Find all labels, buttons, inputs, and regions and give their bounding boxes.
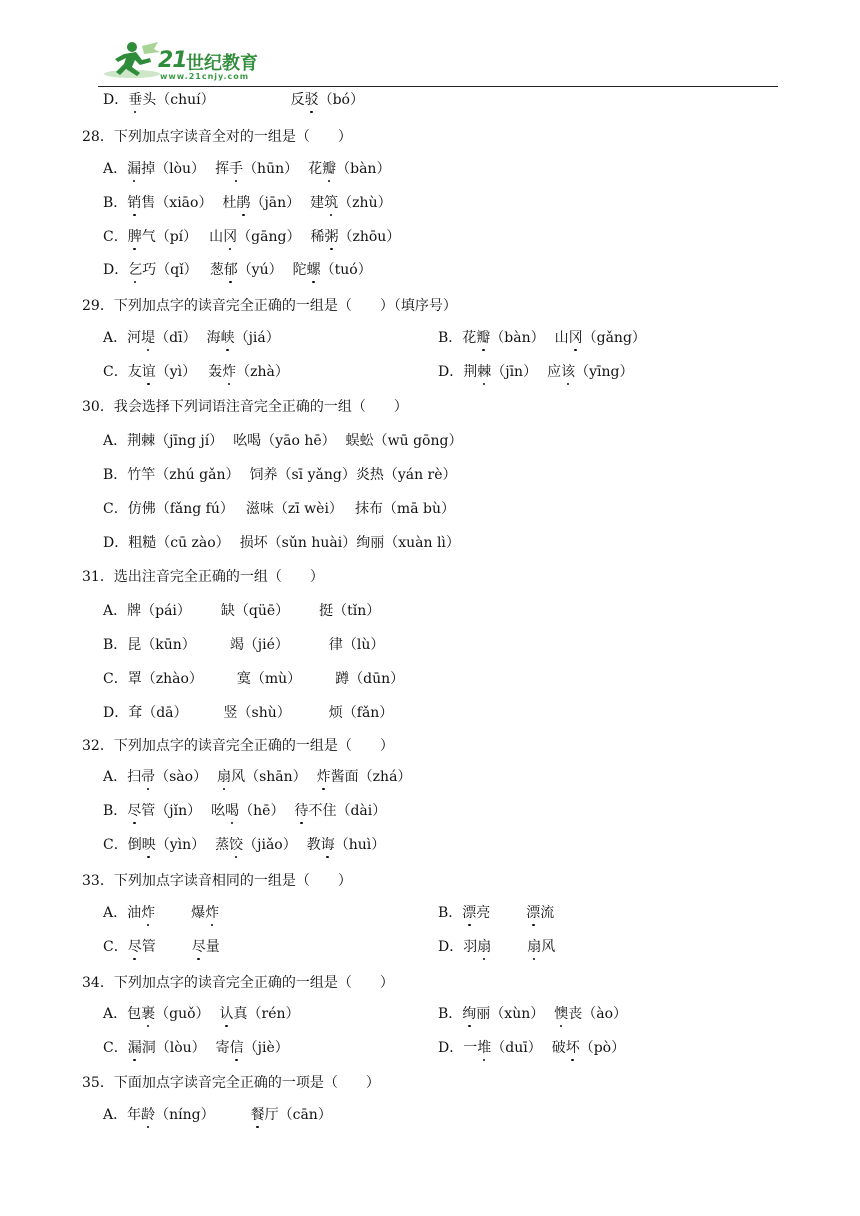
answer-option [438, 362, 633, 382]
dotted-character: 炸 [141, 905, 156, 921]
text-run: 寄 [215, 1040, 230, 1056]
text-run: 气（pí） [141, 229, 198, 245]
text-run: （pò） [579, 1040, 626, 1056]
question-stem [103, 90, 364, 110]
text-run: 花 [308, 161, 323, 177]
dotted-character: 粥 [324, 229, 339, 245]
question-stem [82, 296, 457, 316]
answer-option [438, 328, 646, 348]
text-run: B． [438, 905, 463, 921]
dotted-character: 龄 [141, 1107, 156, 1123]
dotted-character: 炸 [205, 905, 220, 921]
dotted-character: 冈 [223, 229, 238, 245]
text-run: C．倒 [103, 837, 142, 853]
answer-option [103, 499, 455, 519]
question-stem [82, 871, 352, 891]
text-run: B．竹竿（zhú gǎn） [103, 467, 240, 483]
runner-logo-icon [102, 40, 162, 82]
answer-option [103, 1004, 300, 1024]
dotted-character: 映 [141, 837, 156, 853]
text-run: 厅（cān） [264, 1107, 332, 1123]
text-run: （yīng） [575, 364, 634, 380]
dotted-character: 漏 [127, 1040, 142, 1056]
dotted-character: 炸 [222, 364, 237, 380]
text-run: （jīn） [491, 364, 538, 380]
text-run: C．仿佛（fǎng fú） [103, 501, 234, 517]
text-run: A．包 [103, 1006, 142, 1022]
text-run: A．荆棘（jīng jí） [103, 433, 224, 449]
text-run: 头（chuí） [142, 92, 215, 108]
text-run: 丧（ào） [568, 1006, 628, 1022]
text-run: 风 [541, 939, 556, 955]
text-run: （jān） [250, 195, 301, 211]
answer-option [103, 601, 380, 621]
dotted-character: 漂 [526, 905, 541, 921]
dotted-character: 饺 [229, 837, 244, 853]
dotted-character: 瓣 [322, 161, 337, 177]
text-run: 风（shān） [231, 769, 307, 785]
text-run: B． [438, 1006, 463, 1022]
dotted-character: 扇 [527, 939, 542, 955]
text-run: （yì） [155, 364, 197, 380]
text-run: （níng） [155, 1107, 215, 1123]
text-run: C． [103, 1040, 128, 1056]
text-run: 蜈蚣（wū gōng） [345, 433, 463, 449]
text-run: （huì） [334, 837, 386, 853]
text-run: 建 [310, 195, 325, 211]
dotted-character: 峡 [220, 330, 235, 346]
text-run: 洞（lòu） [141, 1040, 206, 1056]
question-stem [82, 1073, 380, 1093]
text-run: 不住（dài） [308, 803, 387, 819]
dotted-character: 尽 [127, 939, 142, 955]
text-run: （gǎng） [582, 330, 646, 346]
text-run: 32．下列加点字的读音完全正确的一组是（ ） [82, 738, 394, 754]
text-run: 28．下列加点字读音全对的一组是（ ） [82, 129, 352, 145]
text-run: （zhōu） [338, 229, 401, 245]
dotted-character: 待 [294, 803, 309, 819]
text-run: （yú） [237, 262, 283, 278]
dotted-character: 手 [229, 161, 244, 177]
text-run: C． [103, 229, 128, 245]
text-run: 稀 [310, 229, 325, 245]
text-run: 蒸 [215, 837, 230, 853]
dotted-character: 乞 [128, 262, 143, 278]
dotted-character: 堤 [141, 330, 156, 346]
text-run: D．羽 [438, 939, 478, 955]
text-run: 29．下列加点字的读音完全正确的一组是（ ）（填序号） [82, 298, 457, 314]
text-run: 售（xiāo） [141, 195, 213, 211]
dotted-character: 该 [561, 364, 576, 380]
text-run: 反 [290, 92, 305, 108]
answer-option [438, 1038, 625, 1058]
text-run: 丽（xùn） [476, 1006, 545, 1022]
text-run: （duī） [491, 1040, 542, 1056]
dotted-character: 坏 [565, 1040, 580, 1056]
dotted-character: 漏 [127, 161, 142, 177]
text-run: 竭（jié） [229, 637, 289, 653]
text-run: 应 [547, 364, 562, 380]
logo-url: www.21cnjy.com [160, 72, 250, 81]
question-stem [82, 567, 324, 587]
text-run: B．花 [438, 330, 477, 346]
answer-option [438, 1004, 627, 1024]
answer-option [103, 465, 457, 485]
text-run: 30．我会选择下列词语注音完全正确的一组（ ） [82, 399, 408, 415]
text-run: C． [103, 939, 128, 955]
text-run: 34．下列加点字的读音完全正确的一组是（ ） [82, 975, 394, 991]
answer-option [103, 903, 219, 923]
dotted-character: 谊 [141, 364, 156, 380]
logo-number: 21 [158, 48, 187, 73]
text-run: B． [103, 195, 128, 211]
text-run: （tuó） [320, 262, 372, 278]
dotted-character: 鹃 [236, 195, 251, 211]
text-run: 轰 [208, 364, 223, 380]
text-run: B．昆（kūn） [103, 637, 196, 653]
dotted-character: 郁 [223, 262, 238, 278]
dotted-character: 懊 [554, 1006, 569, 1022]
text-run: 律（lù） [328, 637, 385, 653]
answer-option [103, 260, 372, 280]
dotted-character: 扇 [477, 939, 492, 955]
dotted-character: 驳 [304, 92, 319, 108]
answer-option [103, 533, 460, 553]
text-run: D． [103, 262, 129, 278]
text-run: 抹布（mā bù） [354, 501, 455, 517]
text-run: 陀 [292, 262, 307, 278]
text-run: 葱 [209, 262, 224, 278]
dotted-character: 扇 [217, 769, 232, 785]
text-run: （jiá） [234, 330, 280, 346]
text-run: 管 [141, 939, 156, 955]
dotted-character: 帚 [141, 769, 156, 785]
text-run: A．河 [103, 330, 142, 346]
answer-option [103, 767, 411, 787]
text-run: D．粗糙（cū zào） [103, 535, 230, 551]
dotted-character: 堆 [477, 1040, 492, 1056]
text-run: D．荆 [438, 364, 478, 380]
answer-option [103, 835, 385, 855]
answer-option [103, 362, 289, 382]
text-run: 滋味（zī wèi） [245, 501, 343, 517]
text-run: （sào） [155, 769, 208, 785]
text-run: 爆 [191, 905, 206, 921]
text-run: 亮 [476, 905, 491, 921]
text-run: （bó） [318, 92, 364, 108]
text-run: A．油 [103, 905, 142, 921]
dotted-character: 脾 [127, 229, 142, 245]
text-run: 饲养（sī yǎng）炎热（yán rè） [249, 467, 457, 483]
text-run: A．牌（pái） [103, 603, 191, 619]
question-stem [82, 127, 352, 147]
dotted-character: 裹 [141, 1006, 156, 1022]
text-run: （hūn） [243, 161, 299, 177]
text-run: 真（rén） [233, 1006, 300, 1022]
text-run: 流 [540, 905, 555, 921]
answer-option [103, 635, 384, 655]
text-run: 寞（mù） [236, 671, 302, 687]
text-run: A．年 [103, 1107, 142, 1123]
answer-option [438, 903, 554, 923]
answer-option [103, 937, 220, 957]
dotted-character: 诲 [320, 837, 335, 853]
text-run: 山 [554, 330, 569, 346]
question-stem [82, 736, 394, 756]
text-run: （bàn） [336, 161, 391, 177]
text-run: （yìn） [155, 837, 206, 853]
text-run: （jiǎo） [243, 837, 297, 853]
text-run: 31．选出注音完全正确的一组（ ） [82, 569, 324, 585]
text-run: D．耷（dā） [103, 705, 188, 721]
answer-option [103, 801, 386, 821]
dotted-character: 尽 [127, 803, 142, 819]
text-run: 杜 [222, 195, 237, 211]
text-run: 挥 [215, 161, 230, 177]
dotted-character: 冈 [568, 330, 583, 346]
dotted-character: 棘 [477, 364, 492, 380]
dotted-character: 喝 [225, 803, 240, 819]
dotted-character: 漂 [462, 905, 477, 921]
answer-option [438, 937, 555, 957]
answer-option [103, 669, 404, 689]
text-run: 山 [209, 229, 224, 245]
text-run: 吆 [211, 803, 226, 819]
answer-option [103, 227, 400, 247]
text-run: 破 [551, 1040, 566, 1056]
text-run: （bàn） [490, 330, 545, 346]
text-run: （gāng） [237, 229, 301, 245]
text-run: 33．下列加点字读音相同的一组是（ ） [82, 873, 352, 889]
answer-option [103, 1105, 332, 1125]
question-stem [82, 397, 408, 417]
text-run: 掉（lòu） [141, 161, 206, 177]
answer-option [103, 431, 462, 451]
text-run: 量 [205, 939, 220, 955]
text-run: D． [103, 92, 129, 108]
text-run: 蹲（dūn） [335, 671, 405, 687]
text-run: 巧（qǐ） [142, 262, 198, 278]
text-run: （zhà） [236, 364, 289, 380]
text-run: C．罩（zhào） [103, 671, 203, 687]
dotted-character: 瓣 [476, 330, 491, 346]
text-run: 缺（qüē） [220, 603, 290, 619]
text-run: 竖（shù） [223, 705, 291, 721]
dotted-character: 炸 [316, 769, 331, 785]
text-run: 酱面（zhá） [330, 769, 412, 785]
question-stem [82, 973, 394, 993]
dotted-character: 餐 [250, 1107, 265, 1123]
text-run: B． [103, 803, 128, 819]
text-run: 教 [306, 837, 321, 853]
answer-option [103, 1038, 289, 1058]
answer-option [103, 328, 280, 348]
dotted-character: 认 [219, 1006, 234, 1022]
text-run: （dī） [155, 330, 197, 346]
text-run: （jiè） [243, 1040, 289, 1056]
dotted-character: 螺 [306, 262, 321, 278]
text-run: 管（jǐn） [141, 803, 202, 819]
text-run: C．友 [103, 364, 142, 380]
text-run: 吆喝（yāo hē） [233, 433, 336, 449]
text-run: 挺（tǐn） [319, 603, 381, 619]
text-run: 损坏（sǔn huài）绚丽（xuàn lì） [239, 535, 460, 551]
text-run: D．一 [438, 1040, 478, 1056]
dotted-character: 垂 [128, 92, 143, 108]
dotted-character: 筑 [324, 195, 339, 211]
dotted-character: 尽 [191, 939, 206, 955]
text-run: （hē） [239, 803, 285, 819]
text-run: A． [103, 161, 128, 177]
text-run: 35．下面加点字读音完全正确的一项是（ ） [82, 1075, 380, 1091]
logo-text: 世纪教育 [186, 53, 258, 74]
site-logo [102, 40, 272, 84]
dotted-character: 销 [127, 195, 142, 211]
page-header [98, 38, 778, 87]
dotted-character: 绚 [462, 1006, 477, 1022]
answer-option [103, 159, 390, 179]
answer-option [103, 703, 393, 723]
dotted-character: 信 [229, 1040, 244, 1056]
text-run: （zhù） [338, 195, 392, 211]
text-run: 烦（fǎn） [328, 705, 394, 721]
text-run: （guǒ） [155, 1006, 210, 1022]
text-run: A．扫 [103, 769, 142, 785]
text-run: 海 [206, 330, 221, 346]
answer-option [103, 193, 392, 213]
